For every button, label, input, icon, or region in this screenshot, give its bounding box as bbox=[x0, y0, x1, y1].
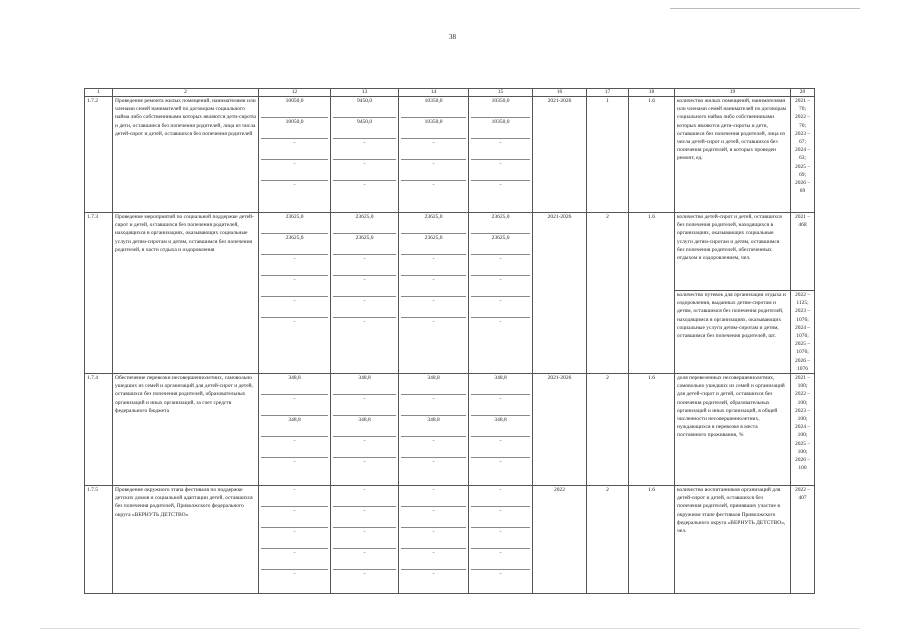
header-cell: 2 bbox=[113, 89, 259, 97]
header-cell: 17 bbox=[587, 89, 629, 97]
col12-cell: - - - - - bbox=[259, 486, 331, 594]
page-number: 38 bbox=[449, 33, 456, 41]
row-id: 1.7.4 bbox=[85, 374, 113, 486]
header-cell: 16 bbox=[533, 89, 587, 97]
col18-cell: 1.6 bbox=[629, 486, 675, 594]
col17-cell: 2 bbox=[587, 486, 629, 594]
col13-cell: 9450,0 9450,0 - - - bbox=[331, 97, 399, 213]
col12-cell: 23625,0 23625,0 - - - - bbox=[259, 213, 331, 374]
table-row bbox=[85, 374, 815, 486]
col13-cell: 348,8 - 348,8 - - bbox=[331, 374, 399, 486]
row-name: Проведение мероприятий по социальной поддержке детей-сирот и детей, оставшихся без попечения родителей, находящихся в организациях, оказывающих социальные услуги детям-сиротам и детям, оставшимся без попечения родителей, в части отдыха и оздоровления bbox=[113, 213, 259, 374]
table-row bbox=[85, 97, 815, 213]
header-cell: 15 bbox=[469, 89, 533, 97]
period-cell: 2021-2026 bbox=[533, 374, 587, 486]
header-cell: 20 bbox=[791, 89, 815, 97]
col15-cell: 23625,0 23625,0 - - - - bbox=[469, 213, 533, 374]
indicator-cell: количество жилых помещений, нанимателями или членами семей нанимателей по договорам социального найма либо собственниками которых являются дети-сироты и дети, оставшиеся без попечения родителей, лица из числа детей-сирот и детей, оставшихся без попечения родителей, в которых проведен ремонт, ед. bbox=[675, 97, 791, 213]
target-cell: 2021 – 468 bbox=[791, 213, 815, 291]
target-cell: 2021 – 100; 2022 – 100; 2023 – 100; 2024 – 100; 2025 – 100; 2026 – 100 bbox=[791, 374, 815, 486]
indicator-cell: количество воспитанников организаций для детей-сирот и детей, оставшихся без попечения родителей, принявших участие в окружном этапе фестиваля Приволжского федерального округа «ВЕРНУТЬ ДЕТСТВО», чел. bbox=[675, 486, 791, 594]
col17-cell: 1 bbox=[587, 97, 629, 213]
col14-cell: 10350,0 10350,0 - - - bbox=[399, 97, 469, 213]
row-name: Обеспечение перевозки несовершеннолетних, самовольно ушедших из семей и организаций для детей-сирот и детей, оставшихся без попечения родителей, образовательных организаций и иных организаций, за счет средств федерального бюджета bbox=[113, 374, 259, 486]
col15-cell: 10350,0 10350,0 - - - bbox=[469, 97, 533, 213]
col17-cell: 2 bbox=[587, 213, 629, 374]
col18-cell: 1.6 bbox=[629, 374, 675, 486]
header-row bbox=[85, 89, 815, 97]
target-cell: 2022 – 407 bbox=[791, 486, 815, 594]
header-cell: 19 bbox=[675, 89, 791, 97]
col17-cell: 2 bbox=[587, 374, 629, 486]
col18-cell: 1.6 bbox=[629, 213, 675, 374]
col15-cell: 348,8 - 348,8 - - bbox=[469, 374, 533, 486]
row-id: 1.7.3 bbox=[85, 213, 113, 374]
header-cell: 1 bbox=[85, 89, 113, 97]
row-id: 1.7.5 bbox=[85, 486, 113, 594]
header-cell: 14 bbox=[399, 89, 469, 97]
period-cell: 2021-2026 bbox=[533, 97, 587, 213]
period-cell: 2022 bbox=[533, 486, 587, 594]
row-name: Проведение окружного этапа фестиваля по поддержке детских домов и социальной адаптации детей, оставшихся без попечения родителей, Приволжского федерального округа «ВЕРНУТЬ ДЕТСТВО» bbox=[113, 486, 259, 594]
target-cell: 2022 – 1125; 2023 – 1076; 2024 – 1076; 2025 – 1076; 2026 – 1076 bbox=[791, 291, 815, 374]
header-cell: 12 bbox=[259, 89, 331, 97]
col15-cell: - - - - - bbox=[469, 486, 533, 594]
col14-cell: 23625,0 23625,0 - - - - bbox=[399, 213, 469, 374]
period-cell: 2021-2026 bbox=[533, 213, 587, 374]
table-row bbox=[85, 213, 815, 291]
indicator-cell: количество детей-сирот и детей, оставшихся без попечения родителей, находящихся в организациях, оказывающих социальные услуги детям-сиротам и детям, оставшимся без попечения родителей, обеспеченных отдыхом и оздоровлением, чел. bbox=[675, 213, 791, 291]
row-id: 1.7.2 bbox=[85, 97, 113, 213]
program-table bbox=[84, 88, 815, 594]
indicator-cell: доля перевезенных несовершеннолетних, самовольно ушедших из семей и организаций для детей-сирот и детей, оставшихся без попечения родителей, образовательных организаций и иных организаций, в общей численности несовершеннолетних, нуждающихся в перевозке в места постоянного проживания, % bbox=[675, 374, 791, 486]
header-cell: 18 bbox=[629, 89, 675, 97]
target-cell: 2021 – 70; 2022 – 70; 2023 – 67; 2024 – 63; 2025 – 69; 2026 – 69 bbox=[791, 97, 815, 213]
col14-cell: - - - - - bbox=[399, 486, 469, 594]
col14-cell: 348,8 - 348,8 - - bbox=[399, 374, 469, 486]
indicator-cell: количество путевок для организации отдыха и оздоровления, выданных детям-сиротам и детям, оставшимся без попечения родителей, находящимся в организациях, оказывающих социальные услуги детям-сиротам и детям, оставшимся без попечения родителей, шт. bbox=[675, 291, 791, 374]
col13-cell: - - - - - bbox=[331, 486, 399, 594]
col13-cell: 23625,0 23625,0 - - - - bbox=[331, 213, 399, 374]
bottom-edge-line bbox=[40, 628, 860, 629]
top-edge-line bbox=[670, 8, 860, 9]
row-name: Проведение ремонта жилых помещений, нанимателями или членами семей нанимателей по договорам социального найма либо собственниками которых являются дети-сироты и дети, оставшиеся без попечения родителей, лица из числа детей-сирот и детей, оставшихся без попечения родителей bbox=[113, 97, 259, 213]
col18-cell: 1.6 bbox=[629, 97, 675, 213]
header-cell: 13 bbox=[331, 89, 399, 97]
table-row bbox=[85, 486, 815, 594]
col12-cell: 348,8 - 348,8 - - bbox=[259, 374, 331, 486]
col12-cell: 10050,0 10050,0 - - - bbox=[259, 97, 331, 213]
